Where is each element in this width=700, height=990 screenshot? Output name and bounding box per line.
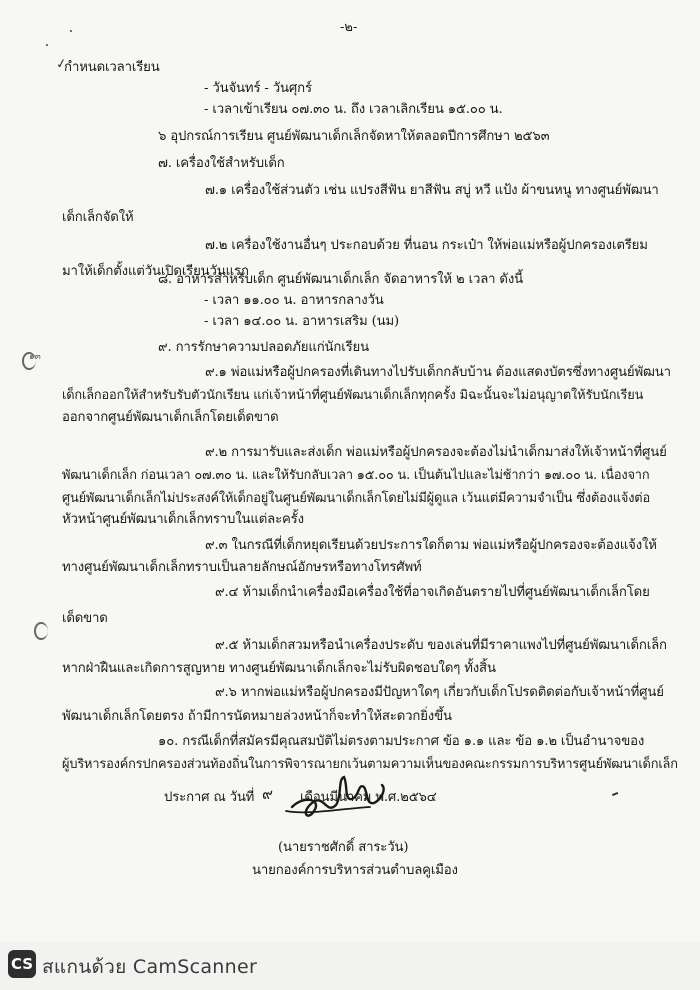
doc-line: มาให้เด็กตั้งแต่วันเปิดเรียนวันแรก (62, 264, 249, 279)
doc-line: พัฒนาเด็กเล็กโดยตรง ถ้ามีการนัดหมายล่วงหน้าก็จะทำให้สะดวกยิ่งขึ้น (62, 709, 452, 724)
doc-line: ๙.๕ ห้ามเด็กสวมหรือนำเครื่องประดับ ของเล่นที่มีราคาแพงไปที่ศูนย์พัฒนาเด็กเล็ก (215, 638, 667, 653)
doc-line: หากฝ่าฝืนและเกิดการสูญหาย ทางศูนย์พัฒนาเด็กเล็กจะไม่รับผิดชอบใดๆ ทั้งสิ้น (62, 661, 496, 676)
doc-line: ออกจากศูนย์พัฒนาเด็กเล็กโดยเด็ดขาด (62, 410, 279, 425)
signatory-name: (นายราชศักดิ์ สาระวัน) (278, 840, 409, 855)
doc-line: เด็ดขาด (62, 611, 108, 626)
doc-line: - วันจันทร์ - วันศุกร์ (204, 81, 312, 96)
pen-mark (612, 792, 618, 795)
doc-line: เด็กเล็กออกให้สำหรับรับตัวนักเรียน แก่เจ้าหน้าที่ศูนย์พัฒนาเด็กเล็กทุกครั้ง มิฉะนั้นจะไม่อนุญาตให้รับนักเรียน (62, 388, 644, 403)
scan-speck (46, 44, 48, 46)
doc-line: กำหนดเวลาเรียน (64, 60, 160, 75)
scan-speck (70, 30, 72, 32)
doc-line: - เวลา ๑๔.๐๐ น. อาหารเสริม (นม) (204, 314, 399, 329)
doc-line: หัวหน้าศูนย์พัฒนาเด็กเล็กทราบในแต่ละครั้ง (62, 512, 304, 527)
doc-line: ๗.๑ เครื่องใช้ส่วนตัว เช่น แปรงสีฟัน ยาสีฟัน สบู่ หวี แป้ง ผ้าขนหนู ทางศูนย์พัฒนา (205, 183, 659, 198)
doc-line: เด็กเล็กจัดให้ (62, 210, 134, 225)
doc-line: ๙.๒ การมารับและส่งเด็ก พ่อแม่หรือผู้ปกครองจะต้องไม่นำเด็กมาส่งให้เจ้าหน้าที่ศูนย์ (205, 445, 667, 460)
doc-line: ๙.๔ ห้ามเด็กนำเครื่องมือเครื่องใช้ที่อาจเกิดอันตรายไปที่ศูนย์พัฒนาเด็กเล็กโดย (215, 585, 650, 600)
doc-line: ๙. การรักษาความปลอดภัยแก่นักเรียน (158, 340, 369, 355)
doc-line: - เวลาเข้าเรียน ๐๗.๓๐ น. ถึง เวลาเลิกเรียน ๑๕.๐๐ น. (204, 102, 503, 117)
announcement-month-year: เดือนมีนาคม พ.ศ.๒๕๖๔ (300, 790, 437, 805)
announcement-day: ๙ (262, 785, 273, 803)
doc-line: ทางศูนย์พัฒนาเด็กเล็กทราบเป็นลายลักษณ์อักษรหรือทางโทรศัพท์ (62, 560, 422, 575)
doc-line: ศูนย์พัฒนาเด็กเล็กไม่ประสงค์ให้เด็กอยู่ในศูนย์พัฒนาเด็กเล็กโดยไม่มีผู้ดูแล เว้นแต่มีความจำเป็น ซึ่งต้องแจ้งต่อ (62, 491, 650, 506)
camscanner-logo: CS (8, 950, 36, 978)
doc-line: ผู้บริหารองค์กรปกครองส่วนท้องถิ่นในการพิจารณายกเว้นตามความเห็นของคณะกรรมการบริหารศูนย์พัฒนาเด็กเล็ก (62, 757, 678, 772)
punch-hole-mark (34, 622, 48, 640)
camscanner-label: สแกนด้วย CamScanner (42, 956, 258, 978)
page-number: -๒- (340, 20, 358, 35)
doc-line: - เวลา ๑๑.๐๐ น. อาหารกลางวัน (204, 293, 384, 308)
doc-line: ๙.๑ พ่อแม่หรือผู้ปกครองที่เดินทางไปรับเด็กกลับบ้าน ต้องแสดงบัตรซึ่งทางศูนย์พัฒนา (205, 365, 671, 380)
side-mark: ๑๓ (29, 352, 41, 362)
doc-line: พัฒนาเด็กเล็ก ก่อนเวลา ๐๗.๓๐ น. และให้รับกลับเวลา ๑๕.๐๐ น. เป็นต้นไปและไม่ช้ากว่า ๑๗.๐๐ น. เนื่องจาก (62, 468, 650, 483)
signatory-position: นายกองค์การบริหารส่วนตำบลคูเมือง (252, 863, 458, 878)
handwritten-signature (278, 765, 408, 835)
doc-line: ๙.๖ หากพ่อแม่หรือผู้ปกครองมีปัญหาใดๆ เกี่ยวกับเด็กโปรดติดต่อกับเจ้าหน้าที่ศูนย์ (215, 685, 664, 700)
doc-line: ๑๐. กรณีเด็กที่สมัครมีคุณสมบัติไม่ตรงตามประกาศ ข้อ ๑.๑ และ ข้อ ๑.๒ เป็นอำนาจของ (158, 734, 645, 749)
doc-line: ๘. อาหารสำหรับเด็ก ศูนย์พัฒนาเด็กเล็ก จัดอาหารให้ ๒ เวลา ดังนี้ (158, 272, 523, 287)
doc-line: ๗.๒ เครื่องใช้งานอื่นๆ ประกอบด้วย ที่นอน กระเป๋า ให้พ่อแม่หรือผู้ปกครองเตรียม (205, 238, 648, 253)
announcement-date-prefix: ประกาศ ณ วันที่ (164, 790, 255, 805)
doc-line: ๙.๓ ในกรณีที่เด็กหยุดเรียนด้วยประการใดก็ตาม พ่อแม่หรือผู้ปกครองจะต้องแจ้งให้ (205, 538, 657, 553)
doc-line: ๖ อุปกรณ์การเรียน ศูนย์พัฒนาเด็กเล็กจัดหาให้ตลอดปีการศึกษา ๒๕๖๓ (158, 129, 550, 144)
handwritten-check-mark: ✓ (54, 56, 69, 73)
doc-line: ๗. เครื่องใช้สำหรับเด็ก (158, 156, 285, 171)
